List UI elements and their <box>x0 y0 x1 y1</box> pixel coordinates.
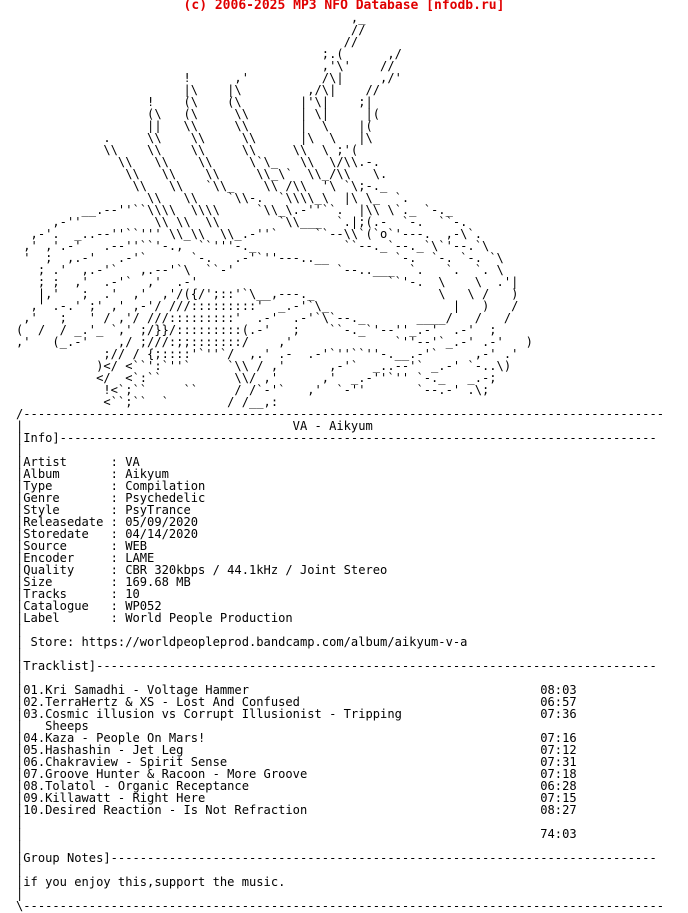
nfo-line: |Storedate : 04/14/2020 <box>16 527 199 541</box>
nfo-line: |06.Chakraview - Spirit Sense 07:31 <box>16 755 577 769</box>
nfo-line: |Group Notes]--------------------------------------------------------------------------- <box>16 851 657 865</box>
nfo-line: |Type : Compilation <box>16 479 206 493</box>
nfo-line: | Sheeps <box>16 719 89 733</box>
nfo-line: | <box>16 443 24 457</box>
nfo-line: \---------------------------------------------------------------------------------------- <box>16 899 665 913</box>
nfo-line: | <box>16 815 24 829</box>
nfo-line: |Size : 169.68 MB <box>16 575 191 589</box>
nfo-line: |Genre : Psychedelic <box>16 491 206 505</box>
nfo-line: |02.TerraHertz & XS - Lost And Confused 06:57 <box>16 695 577 709</box>
nfo-line: | <box>16 887 24 901</box>
site-header: (c) 2006-2025 MP3 NFO Database [nfodb.ru] <box>183 0 505 13</box>
nfo-line: |08.Tolatol - Organic Receptance 06:28 <box>16 779 577 793</box>
nfo-line: |Info]---------------------------------------------------------------------------------- <box>16 431 657 445</box>
nfo-line: | VA - Aikyum <box>16 419 373 433</box>
nfo-line: | <box>16 623 24 637</box>
nfo-line: |Album : Aikyum <box>16 467 169 481</box>
nfo-line: |if you enjoy this,support the music. <box>16 875 286 889</box>
nfo-line: |Tracklist]----------------------------------------------------------------------------- <box>16 659 657 673</box>
nfo-line: |Encoder : LAME <box>16 551 155 565</box>
nfo-line: | <box>16 863 24 877</box>
nfo-text <box>16 12 664 912</box>
nfo-line: |Label : World People Production <box>16 611 293 625</box>
nfo-body <box>16 407 664 913</box>
nfo-line: | Store: https://worldpeopleprod.bandcamp.com/album/aikyum-v-a <box>16 635 468 649</box>
nfo-line: | <box>16 647 24 661</box>
nfo-line: |Tracks : 10 <box>16 587 140 601</box>
nfo-line: |Artist : VA <box>16 455 140 469</box>
nfo-line: |09.Killawatt - Right Here 07:15 <box>16 791 577 805</box>
nfo-line: | <box>16 671 24 685</box>
ascii-art-logo: ,_ // // ;.( ,/ ,'\' // ! ,' /\| ,/' |\ |\ ,/\| // ! (\ (\ |'\| ;| (\ (\ \\ | \| |( || \\ \\ | \ |( . \\ \\ \\ |\ \ |\ \\ \\ \\ \\ \\ \ ;'( \\ \\ \\ \`\_ \\ \/\\.-. \\ \\ \\ \\_\` \\_/\\ \. \\ \\ `\\_ \\ /\\ '\ `\;-._ \\ \\ `\\-. `\\\\_\ |\ \_ `. __.--''``\\\\ \\\\ `\\_\.-''``. |\\ \`._ `-._ ,-'' \\ \\ \\ `\\___ `.|;(.- `-. ``-. ,-'. _..--''``''' \\_\\ \\_.-''` ``--\\`(`o`'---. ,-\`. ,' ,'.-' .--''``'-., ``'''-._ ``--._`--._`\`'--.`\ ' ; ,.-' .-'` `-. .-'`''---..__ `-. `-. `-. `\ ; .' ,.-'` ,.--'`\ ``-' `--..___ `. `. `. \ ; ; ,' .-'` ,' .-' ``'-. \ \ .'| |,' ; .' ,' ,'/({/';::'`\__,---._ \ \ / ) ,' .-.' ;' ,' ,-'/ ///:::::::::' _.-'`\_ | ) / ,' ; ' / ,'/ ///:::::::::' .-' .-'`\`--._ ____/ / / ( / / _.'_ `,' ;/}}/:::::::::(.-' ; ``-._`'--''_.-' .-' ; ,' (_.-' ,/ ;///:;;:::::::/ ,' `''--'`_.-' .-' ) ;// / {;::::'`''`/ ,.' .- .-'`''``''-.__.-'` ,-' .' )</ <``':`''` `\\ / ,' ,-'` _..--'` _.-' `-..\) </ <`:`` \\/ ,' ,' _.-''`'' `-._ _.-; !<`;`` `` / /`-'` ,' `-'' `--.-' .\; <``;`` ` / /__,: <box>16 11 533 409</box>
nfo-line: |04.Kaza - People On Mars! 07:16 <box>16 731 577 745</box>
nfo-line: /---------------------------------------------------------------------------------------- <box>16 407 665 421</box>
nfo-line: |01.Kri Samadhi - Voltage Hammer 08:03 <box>16 683 577 697</box>
nfo-line: |Quality : CBR 320kbps / 44.1kHz / Joint Stereo <box>16 563 388 577</box>
nfo-line: |07.Groove Hunter & Racoon - More Groove 07:18 <box>16 767 577 781</box>
nfo-line: |Releasedate : 05/09/2020 <box>16 515 199 529</box>
nfo-line: |Style : PsyTrance <box>16 503 191 517</box>
nfo-line: | 74:03 <box>16 827 577 841</box>
nfo-line: |05.Hashashin - Jet Leg 07:12 <box>16 743 577 757</box>
nfo-line: |03.Cosmic illusion vs Corrupt Illusionist - Tripping 07:36 <box>16 707 577 721</box>
nfo-line: |Catalogue : WP052 <box>16 599 162 613</box>
nfo-line: | <box>16 839 24 853</box>
nfo-line: |Source : WEB <box>16 539 148 553</box>
nfo-line: |10.Desired Reaction - Is Not Refraction 08:27 <box>16 803 577 817</box>
